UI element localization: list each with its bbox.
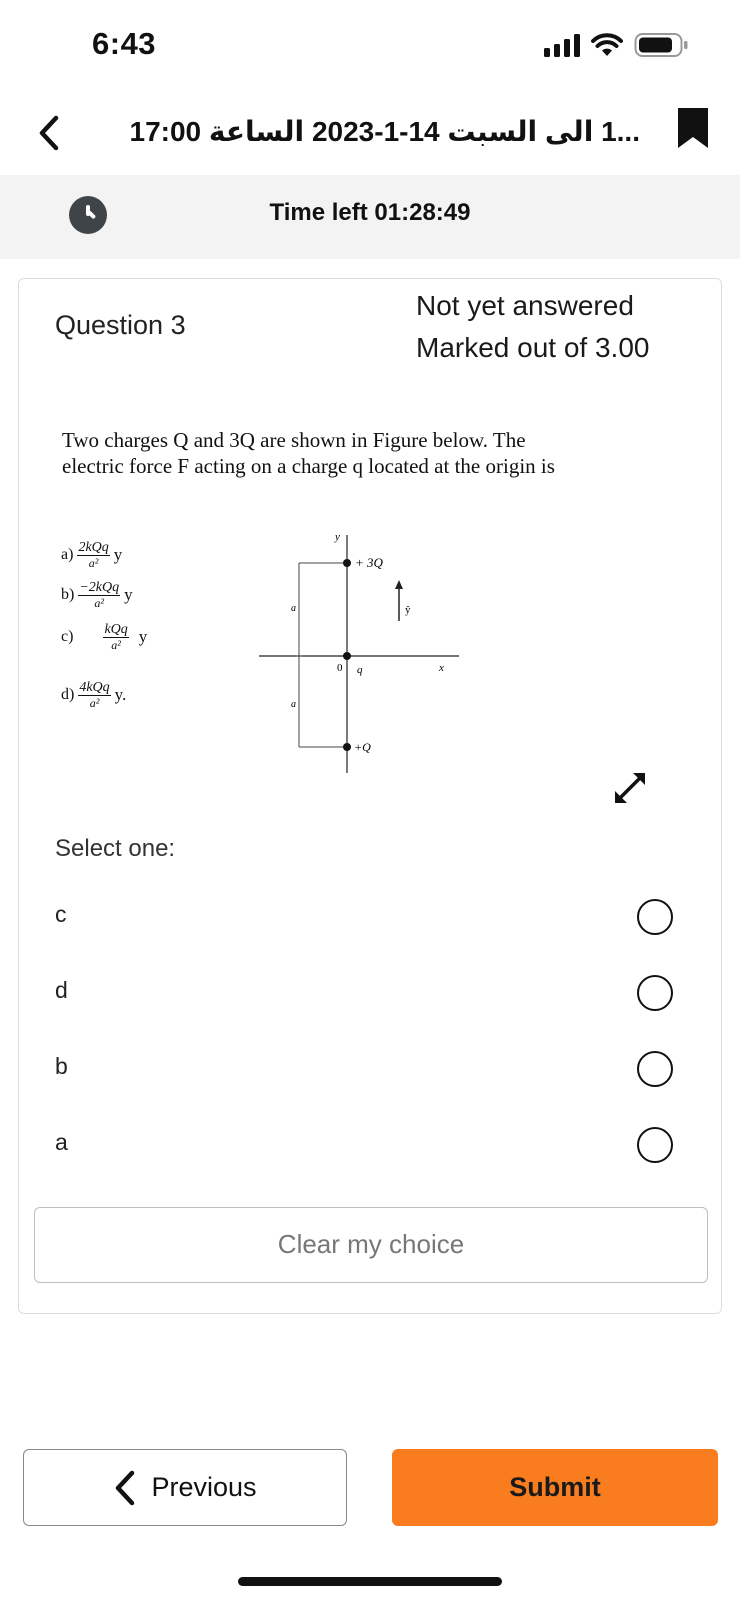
charge-q-origin-dot (343, 652, 351, 660)
option-b: b) $\frac{\text{−2kQq}}{\text{a²}}$ y (61, 579, 133, 610)
option-d: d) $\frac{\text{4kQq}}{\text{a²}}$ y. (61, 679, 127, 710)
origin-label: 0 (337, 662, 343, 674)
time-left: Time left 01:28:49 (269, 199, 471, 226)
page-header (0, 92, 740, 174)
chevron-left-icon (113, 1469, 137, 1507)
radio-button[interactable] (637, 975, 673, 1011)
marks-status: Marked out of 3.00 (416, 332, 650, 363)
home-indicator (238, 1577, 502, 1586)
option-a: a) $\frac{\text{2kQq}}{\text{a²}}$ y (61, 539, 123, 570)
wifi-icon (590, 32, 624, 58)
unit-vector-label: ŷ (405, 604, 411, 616)
choice-label: b (55, 1053, 68, 1079)
distance-label-top: a (291, 603, 296, 614)
status-bar (0, 0, 740, 90)
question-card (18, 278, 722, 1314)
charge-3q-label: + 3Q (355, 555, 383, 570)
answer-status: Not yet answered (416, 290, 634, 321)
timer-bar (0, 175, 740, 259)
clear-choice-button[interactable]: Clear my choice (34, 1207, 708, 1283)
choice-b[interactable] (19, 1039, 723, 1099)
choice-a[interactable] (19, 1115, 723, 1175)
radio-button[interactable] (637, 1127, 673, 1163)
distance-label-bottom: a (291, 699, 296, 710)
battery-icon (634, 31, 690, 59)
question-status (416, 285, 649, 369)
choice-d[interactable] (19, 963, 723, 1023)
previous-label: Previous (151, 1472, 257, 1502)
charge-figure (259, 525, 469, 777)
expand-icon[interactable] (609, 767, 651, 809)
cellular-signal-icon (544, 33, 580, 57)
chevron-left-icon[interactable] (30, 110, 70, 156)
choice-label: a (55, 1129, 68, 1155)
choice-label: d (55, 977, 68, 1003)
page-title: ...1 الى السبت 14-1-2023 الساعة 17:00 (129, 116, 640, 147)
y-axis-label: y (335, 531, 340, 543)
choice-c[interactable] (19, 887, 723, 947)
previous-button[interactable] (23, 1449, 347, 1526)
select-one-label: Select one: (55, 835, 176, 862)
charge-plus-q-label: +Q (354, 740, 371, 754)
status-time: 6:43 (92, 26, 157, 61)
bookmark-icon[interactable] (676, 106, 710, 150)
choice-label: c (55, 901, 67, 927)
problem-text: Two charges Q and 3Q are shown in Figure below. The electric force F acting on a charge q located at the origin is (62, 428, 555, 478)
radio-button[interactable] (637, 1051, 673, 1087)
radio-button[interactable] (637, 899, 673, 935)
question-number: Question 3 (55, 310, 186, 340)
submit-button[interactable]: Submit (392, 1449, 718, 1526)
x-axis-label: x (439, 662, 444, 674)
option-c: c) $\frac{\text{kQq}}{\text{a²}}$ y (61, 621, 148, 652)
status-icons (544, 30, 690, 60)
problem-image (55, 427, 655, 787)
charge-3q-dot (343, 559, 351, 567)
charge-q-label: q (357, 664, 363, 676)
charge-q-bottom-dot (343, 743, 351, 751)
